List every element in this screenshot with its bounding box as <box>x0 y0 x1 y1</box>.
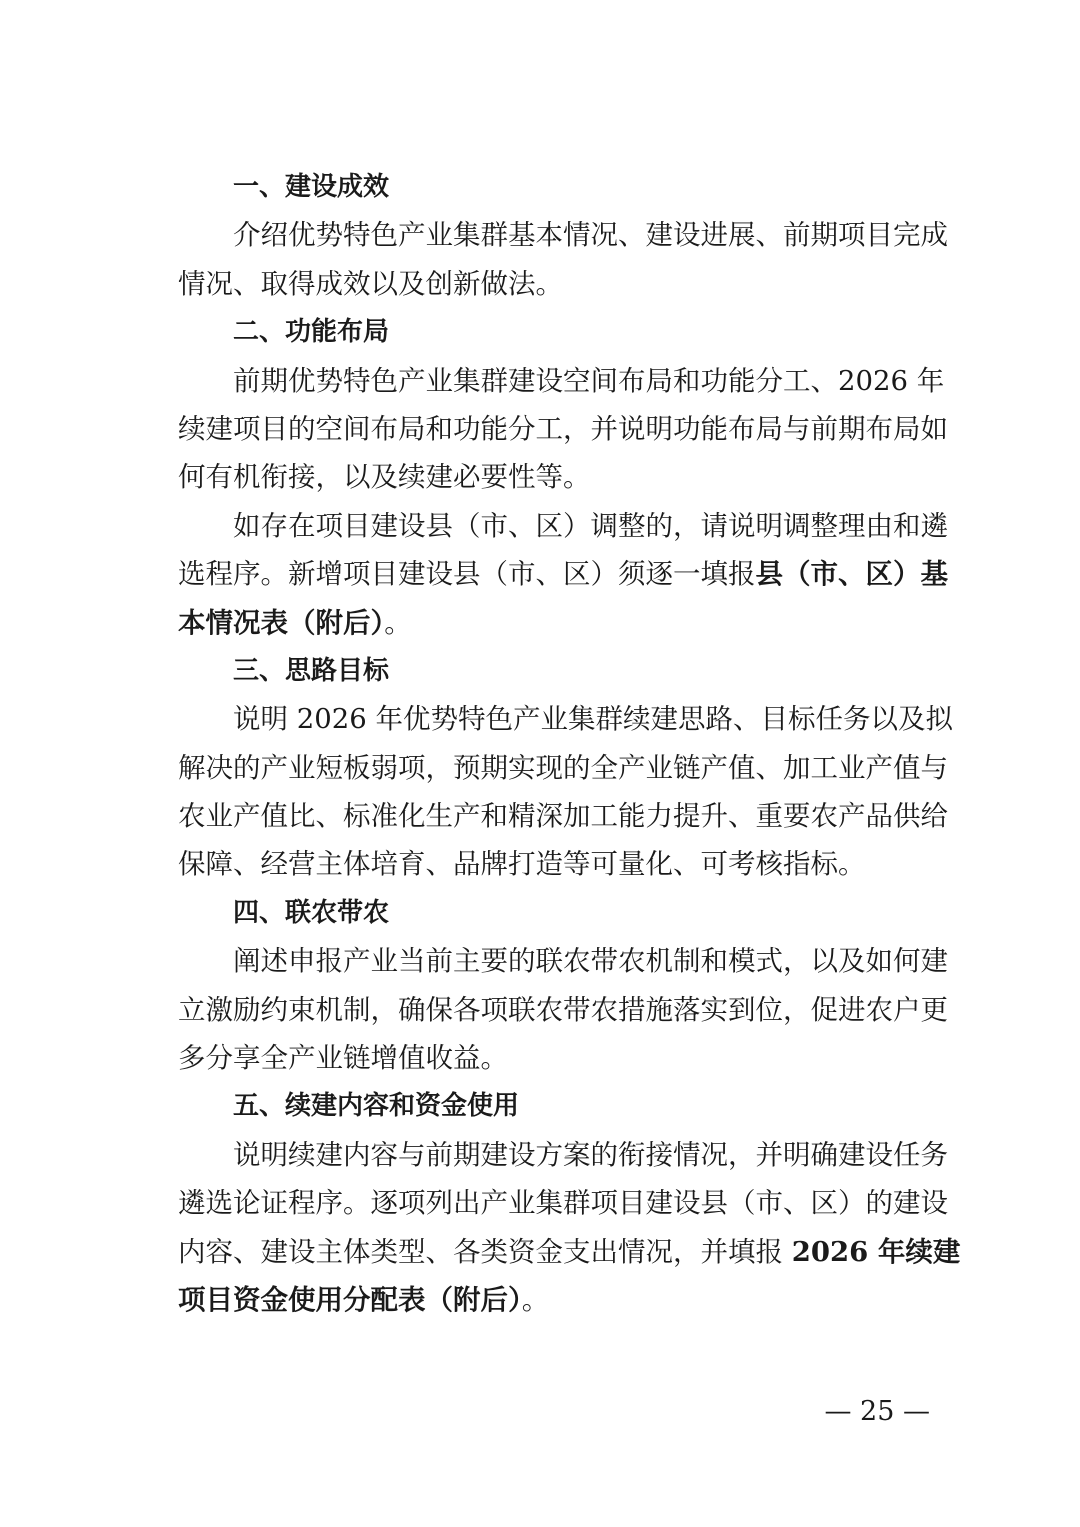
paragraph-line <box>178 357 945 405</box>
paragraph-line <box>178 211 948 259</box>
body-text: 解决的产业短板弱项，预期实现的全产业链产值、加工业产值与 <box>178 751 948 784</box>
bold-text: 本情况表（附后） <box>178 606 385 639</box>
body-text: 说明 2026 年优势特色产业集群续建思路、目标任务以及拟 <box>233 703 953 736</box>
paragraph-line <box>178 695 953 743</box>
body-text: 内容、建设主体类型、各类资金支出情况，并填报 <box>178 1235 792 1268</box>
paragraph-line <box>178 1276 902 1324</box>
paragraph-line <box>178 986 948 1034</box>
paragraph-line <box>178 405 948 453</box>
paragraph-line <box>178 1034 902 1082</box>
body-text: 立激励约束机制，确保各项联农带农措施落实到位，促进农户更 <box>178 993 948 1026</box>
body-text: 遴选论证程序。逐项列出产业集群项目建设县（市、区）的建设 <box>178 1187 948 1220</box>
body-text: 多分享全产业链增值收益。 <box>178 1042 508 1075</box>
paragraph-line <box>178 792 948 840</box>
body-text: 情况、取得成效以及创新做法。 <box>178 267 563 300</box>
body-text: 说明续建内容与前期建设方案的衔接情况，并明确建设任务 <box>233 1138 948 1171</box>
paragraph-line <box>178 1228 961 1276</box>
body-text: 农业产值比、标准化生产和精深加工能力提升、重要农产品供给 <box>178 800 948 833</box>
body-text: 选程序。新增项目建设县（市、区）须逐一填报 <box>178 558 756 591</box>
section-heading: 二、功能布局 <box>233 317 390 348</box>
page-number: — 25 — <box>824 1396 930 1427</box>
bold-text: 项目资金使用分配表（附后） <box>178 1283 522 1316</box>
body-text: 如存在项目建设县（市、区）调整的，请说明调整理由和遴 <box>233 509 948 542</box>
paragraph-line <box>178 1131 948 1179</box>
paragraph-line <box>178 260 902 308</box>
section-heading: 一、建设成效 <box>233 172 390 202</box>
section-heading: 三、思路目标 <box>233 655 390 686</box>
body-text: 阐述申报产业当前主要的联农带农机制和模式，以及如何建 <box>233 945 948 978</box>
body-text: 保障、经营主体培育、品牌打造等可量化、可考核指标。 <box>178 848 866 881</box>
paragraph-line <box>178 502 948 550</box>
body-text: 介绍优势特色产业集群基本情况、建设进展、前期项目完成 <box>233 219 948 252</box>
body-text: 前期优势特色产业集群建设空间布局和功能分工、2026 年 <box>233 364 945 397</box>
paragraph-line <box>178 453 902 501</box>
page-body <box>178 163 961 1324</box>
bold-text: 2026 年续建 <box>791 1235 961 1268</box>
paragraph-line <box>178 937 948 985</box>
body-text: 何有机衔接，以及续建必要性等。 <box>178 461 591 494</box>
paragraph-line <box>178 550 948 598</box>
body-text: 续建项目的空间布局和功能分工，并说明功能布局与前期布局如 <box>178 412 948 445</box>
body-text: 。 <box>384 606 412 639</box>
body-text: 。 <box>521 1283 550 1316</box>
section-heading: 四、联农带农 <box>233 897 390 928</box>
paragraph-line <box>178 1179 948 1227</box>
paragraph-line <box>178 744 948 792</box>
paragraph-line <box>178 840 902 888</box>
section-heading: 五、续建内容和资金使用 <box>233 1091 520 1122</box>
bold-text: 县（市、区）基 <box>755 558 948 591</box>
paragraph-line <box>178 599 902 647</box>
